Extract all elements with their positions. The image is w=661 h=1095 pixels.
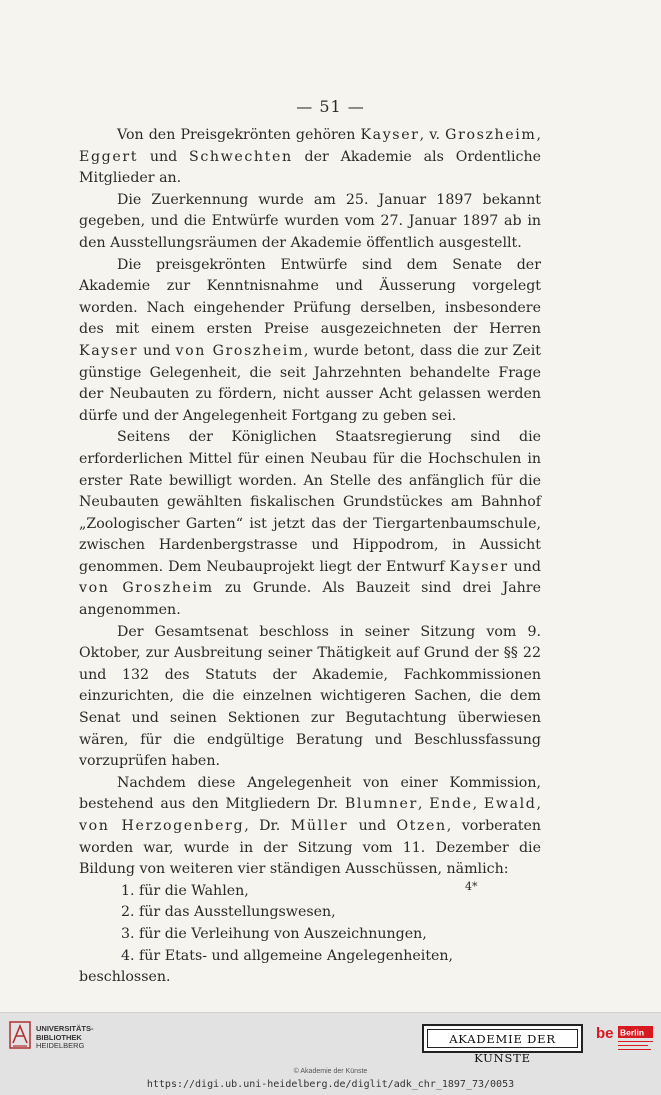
ub-line: HEIDELBERG bbox=[36, 1041, 85, 1050]
paragraph-6 bbox=[79, 773, 541, 881]
berlin-senate-logo-icon[interactable] bbox=[595, 1022, 655, 1058]
signature-mark: 4* bbox=[465, 880, 478, 893]
text-run: und bbox=[508, 558, 541, 575]
paragraph-5: Der Gesamtsenat beschloss in seiner Sitzung vom 9. Oktober, zur Ausbreitung seiner Thätigkeit auf Grund der §§ 22 und 132 des Statuts der Akademie, Fachkommissionen einzurichten, die die einzelnen wichtigeren Sachen, die dem Senat und seinen Sektionen zur Begutachtung überwiesen wären, für die endgültige Beratung und Beschlussfassung vorzuprüfen haben. bbox=[79, 623, 541, 770]
list-item: 1. für die Wahlen, bbox=[121, 882, 249, 899]
viewer-footer bbox=[0, 1012, 661, 1095]
list-item: 2. für das Ausstellungswesen, bbox=[121, 904, 336, 921]
text-run: , bbox=[536, 127, 541, 143]
closing-line: beschlossen. bbox=[79, 969, 171, 986]
text-run: und bbox=[138, 148, 190, 165]
text-run: , Dr. bbox=[244, 818, 291, 834]
text-run: , vorberaten worden war, wurde in der Sitzung vom 11. Dezember die Bildung von weiteren vier ständigen Ausschüssen, nämlich: bbox=[79, 818, 542, 878]
text-run: zu Grunde. Als Bauzeit sind drei Jahre angenommen. bbox=[79, 580, 541, 619]
university-library-name[interactable] bbox=[36, 1025, 94, 1051]
name-groszheim: von Groszheim bbox=[175, 342, 304, 359]
ub-line: UNIVERSITÄTS- bbox=[36, 1024, 94, 1033]
paragraph-4 bbox=[79, 427, 541, 621]
paragraph-1 bbox=[79, 125, 541, 190]
university-library-logo-icon[interactable] bbox=[9, 1021, 31, 1049]
name-groszheim: Groszheim bbox=[445, 127, 537, 143]
name-kayser: Kayser bbox=[79, 342, 139, 359]
berlin-label-text: Berlin bbox=[620, 1027, 645, 1038]
text-run: Nachdem diese Angelegenheit von einer Kommission, bestehend aus den Mitgliedern Dr. bbox=[79, 774, 541, 813]
permalink-url[interactable]: https://digi.ub.uni-heidelberg.de/diglit/adk_chr_1897_73/0053 bbox=[146, 1079, 515, 1090]
text-run: Von den Preisgekrönten gehören bbox=[117, 127, 361, 143]
page-number: — 51 — bbox=[296, 97, 365, 116]
name-groszheim: von Groszheim bbox=[79, 580, 214, 597]
text-run: , bbox=[417, 796, 430, 813]
committee-list bbox=[79, 881, 541, 967]
akademie-logo-label: AKADEMIE DER KÜNSTE bbox=[427, 1029, 578, 1048]
name-blumner: Blumner bbox=[344, 796, 418, 813]
ub-line: BIBLIOTHEK bbox=[36, 1032, 82, 1042]
text-run: und bbox=[138, 342, 176, 359]
name-mueller: Müller bbox=[290, 818, 349, 834]
name-kayser: Kayser bbox=[449, 558, 509, 575]
list-item: 4. für Etats- und allgemeine Angelegenheiten, bbox=[121, 947, 454, 964]
berlin-be-text: be bbox=[596, 1025, 614, 1042]
name-otzen: Otzen bbox=[396, 818, 447, 834]
akademie-logo-link[interactable] bbox=[422, 1024, 583, 1065]
paragraph-3 bbox=[79, 255, 541, 428]
name-eggert: Eggert bbox=[79, 148, 138, 165]
name-ewald: Ewald bbox=[483, 796, 537, 813]
text-run: der Akademie als Ordentliche Mitglieder an. bbox=[79, 148, 541, 187]
name-ende: Ende bbox=[429, 796, 473, 813]
paragraph-2: Die Zuerkennung wurde am 25. Januar 1897 bekannt gegeben, und die Entwürfe wurden vom 27. Januar 1897 ab in den Ausstellungsräumen der Akademie öffentlich ausgestellt. bbox=[79, 191, 541, 251]
name-schwechten: Schwechten bbox=[189, 148, 293, 165]
list-item: 3. für die Verleihung von Auszeichnungen, bbox=[121, 925, 427, 942]
text-run: Die preisgekrönten Entwürfe sind dem Senate der Akademie zur Kenntnisnahme und Äusserung vorgelegt worden. Nach eingehender Prüfung derselben, insbesondere des mit einem ersten Preise ausgezeichneten der Herren bbox=[79, 256, 541, 338]
name-kayser: Kayser bbox=[360, 127, 420, 143]
text-run: Seitens der Königlichen Staatsregierung sind die erforderlichen Mittel für einen Neubau für die Hochschulen in erster Rate bewilligt worden. An Stelle des anfänglich für die Neubauten gewählten fiskalischen Grundstückes am Bahnhof „Zoologischer Garten“ ist jetzt das der Tiergartenbaumschule, zwischen Hardenbergstrasse und Hippodrom, in Aussicht genommen. Dem Neubauprojekt liegt der Entwurf bbox=[79, 429, 541, 575]
text-run: , bbox=[472, 796, 484, 813]
text-run: , v. bbox=[419, 127, 446, 143]
text-run: und bbox=[348, 818, 397, 834]
name-herzogenberg: von Herzogenberg bbox=[79, 818, 245, 834]
body-text bbox=[79, 125, 541, 989]
copyright-notice: © Akademie der Künste bbox=[293, 1068, 368, 1075]
text-run: , wurde betont, dass die zur Zeit günstige Gelegenheit, die seit Jahrzehnten behandelte Frage der Neubauten zu fördern, nicht ausser Acht gelassen werden dürfe und der Angelegenheit Fortgang zu geben sei. bbox=[79, 342, 541, 424]
text-run: , bbox=[536, 796, 541, 813]
